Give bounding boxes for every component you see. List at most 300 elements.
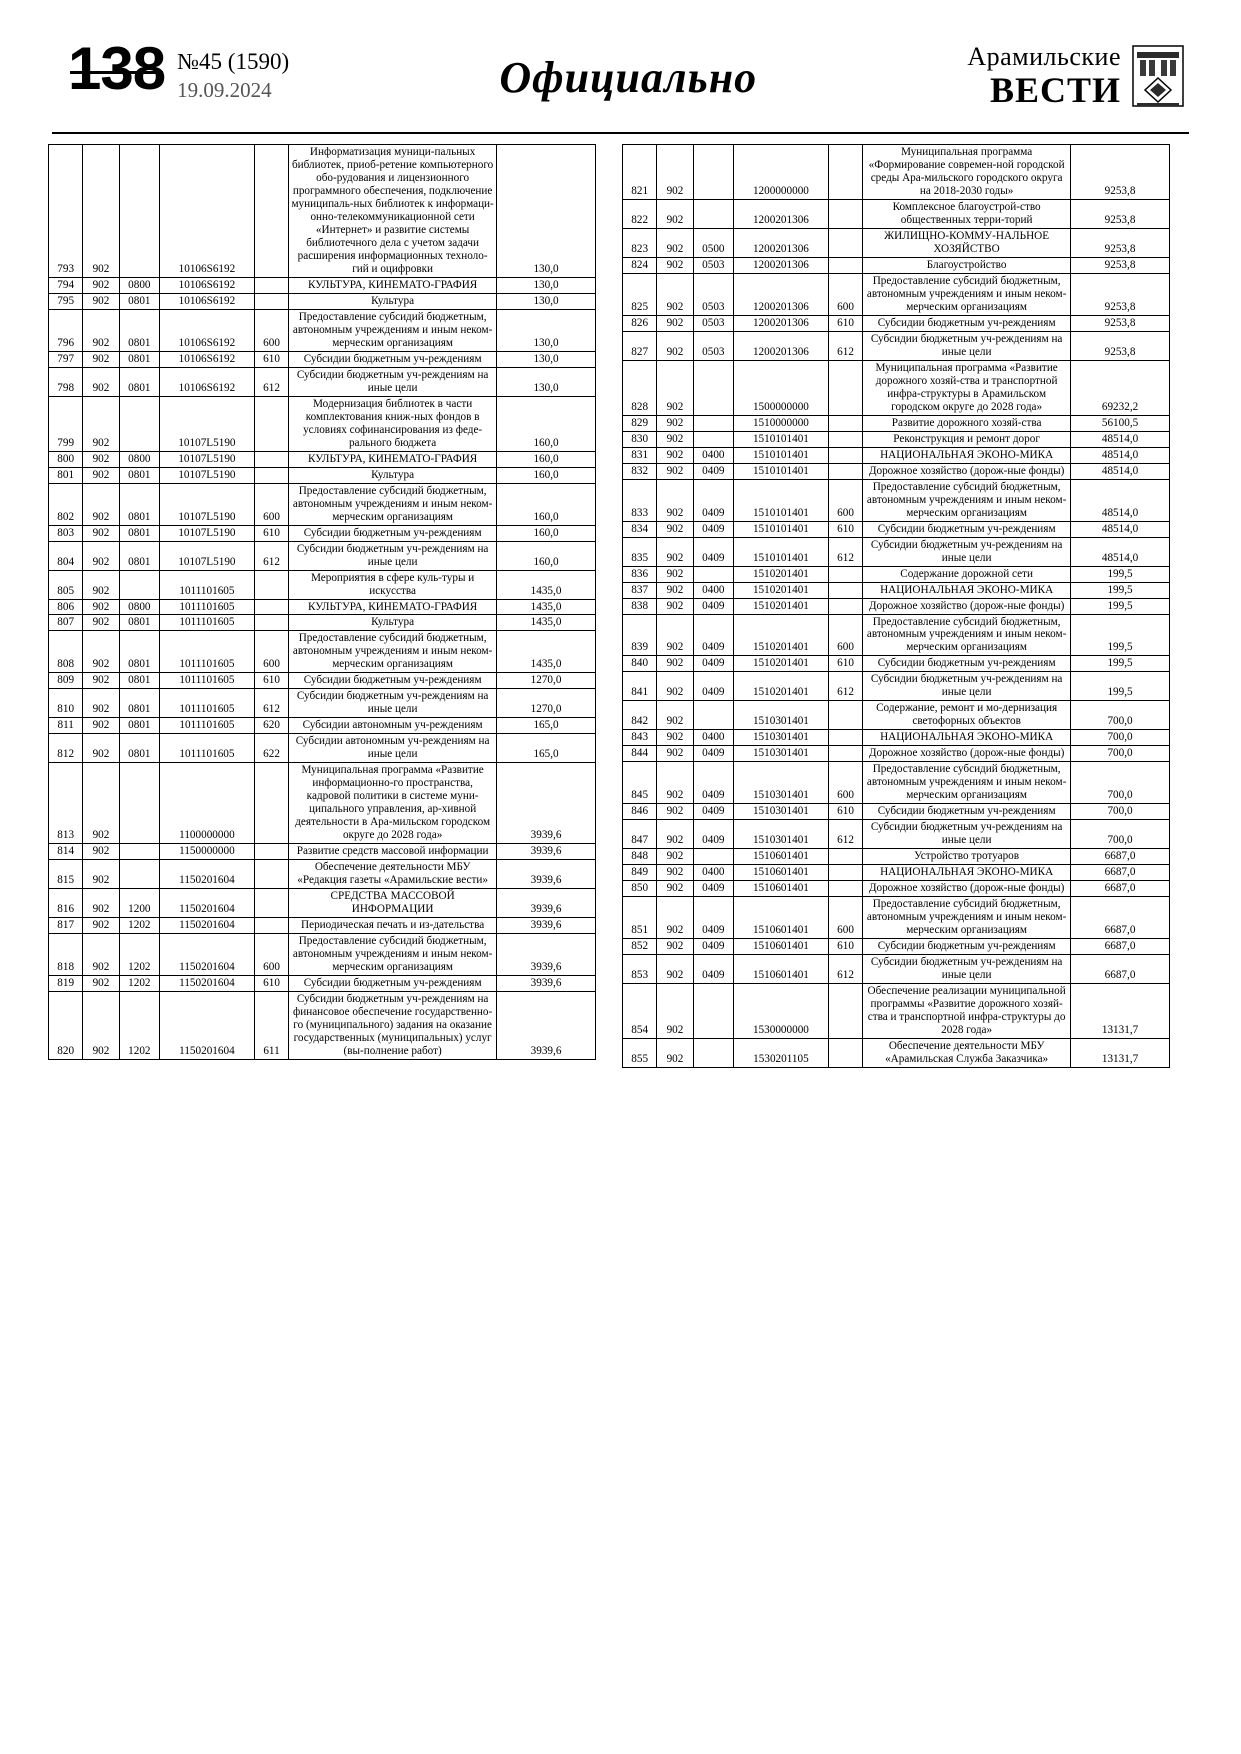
cell-cel: 1510601401 [734, 865, 829, 881]
cell-ved: 902 [657, 415, 693, 431]
cell-sum: 6687,0 [1071, 865, 1170, 881]
cell-vid [828, 598, 862, 614]
table-row [623, 939, 1170, 955]
cell-ved: 902 [657, 849, 693, 865]
cell-raz [119, 763, 159, 844]
cell-raz [693, 566, 733, 582]
cell-sum: 160,0 [497, 396, 596, 451]
cell-no: 808 [49, 631, 83, 673]
cell-sum: 199,5 [1071, 598, 1170, 614]
cell-raz: 0409 [693, 537, 733, 566]
cell-ved: 902 [657, 865, 693, 881]
table-row [623, 273, 1170, 315]
table-row [623, 228, 1170, 257]
cell-sum: 130,0 [497, 351, 596, 367]
table-row [623, 804, 1170, 820]
cell-vid: 600 [254, 934, 288, 976]
cell-vid: 610 [828, 804, 862, 820]
cell-cel: 1510101401 [734, 479, 829, 521]
cell-ved: 902 [657, 984, 693, 1039]
table-row [49, 673, 596, 689]
cell-name: Дорожное хозяйство (дорож-ные фонды) [863, 598, 1071, 614]
cell-no: 849 [623, 865, 657, 881]
cell-no: 813 [49, 763, 83, 844]
cell-ved: 902 [83, 673, 119, 689]
table-row [623, 598, 1170, 614]
cell-no: 831 [623, 447, 657, 463]
masthead-brand [967, 40, 1185, 108]
cell-raz: 1202 [119, 976, 159, 992]
cell-cel: 1011101605 [160, 673, 255, 689]
cell-raz: 0409 [693, 463, 733, 479]
cell-ved: 902 [657, 701, 693, 730]
cell-vid: 610 [254, 673, 288, 689]
cell-ved: 902 [83, 631, 119, 673]
cell-raz: 0800 [119, 277, 159, 293]
cell-no: 798 [49, 367, 83, 396]
table-row [49, 615, 596, 631]
cell-raz: 0503 [693, 273, 733, 315]
cell-cel: 1510301401 [734, 820, 829, 849]
cell-cel: 1530201105 [734, 1039, 829, 1068]
cell-vid: 612 [254, 689, 288, 718]
table-row [49, 631, 596, 673]
cell-name: Развитие дорожного хозяй-ства [863, 415, 1071, 431]
cell-name: Субсидии бюджетным уч-реждениям [863, 521, 1071, 537]
cell-sum: 48514,0 [1071, 463, 1170, 479]
cell-name: Предоставление субсидий бюджетным, автономным учреждениям и иным неком-мерческим организациям [863, 479, 1071, 521]
cell-vid [254, 844, 288, 860]
cell-no: 826 [623, 315, 657, 331]
cell-sum: 130,0 [497, 293, 596, 309]
cell-no: 841 [623, 672, 657, 701]
cell-ved: 902 [83, 689, 119, 718]
cell-no: 793 [49, 145, 83, 278]
cell-cel: 10107L5190 [160, 483, 255, 525]
cell-sum: 3939,6 [497, 889, 596, 918]
table-row [49, 351, 596, 367]
cell-vid [254, 277, 288, 293]
cell-vid [828, 431, 862, 447]
coat-of-arms-icon [1131, 44, 1185, 108]
cell-cel: 10106S6192 [160, 277, 255, 293]
table-row [623, 199, 1170, 228]
cell-sum: 3939,6 [497, 976, 596, 992]
cell-ved: 902 [83, 351, 119, 367]
cell-raz: 0801 [119, 615, 159, 631]
table-row [49, 367, 596, 396]
cell-raz: 0503 [693, 331, 733, 360]
cell-cel: 1011101605 [160, 718, 255, 734]
cell-vid: 610 [828, 656, 862, 672]
cell-cel: 1510201401 [734, 672, 829, 701]
cell-sum: 48514,0 [1071, 537, 1170, 566]
table-row [49, 934, 596, 976]
cell-ved: 902 [657, 331, 693, 360]
cell-raz: 0801 [119, 718, 159, 734]
cell-raz [693, 701, 733, 730]
cell-name: Субсидии бюджетным уч-реждениям на иные цели [863, 537, 1071, 566]
cell-raz [693, 431, 733, 447]
cell-vid [254, 467, 288, 483]
cell-ved: 902 [657, 566, 693, 582]
cell-cel: 10107L5190 [160, 396, 255, 451]
table-row [49, 145, 596, 278]
cell-ved: 902 [657, 881, 693, 897]
cell-raz: 0400 [693, 730, 733, 746]
cell-name: КУЛЬТУРА, КИНЕМАТО-ГРАФИЯ [289, 277, 497, 293]
cell-raz: 0409 [693, 479, 733, 521]
cell-no: 853 [623, 955, 657, 984]
cell-cel: 1150201604 [160, 992, 255, 1060]
cell-vid: 612 [828, 537, 862, 566]
cell-sum: 48514,0 [1071, 479, 1170, 521]
cell-vid: 610 [254, 525, 288, 541]
cell-raz [693, 849, 733, 865]
cell-raz: 0409 [693, 804, 733, 820]
cell-vid [254, 396, 288, 451]
cell-sum: 700,0 [1071, 701, 1170, 730]
cell-ved: 902 [657, 582, 693, 598]
cell-no: 820 [49, 992, 83, 1060]
cell-name: Обеспечение реализации муниципальной программы «Развитие дорожного хозяй-ства и транспортной инфра-структуры до 2028 года» [863, 984, 1071, 1039]
cell-ved: 902 [83, 718, 119, 734]
cell-vid: 610 [828, 315, 862, 331]
cell-ved: 902 [657, 955, 693, 984]
masthead-left [68, 35, 290, 103]
cell-vid [828, 463, 862, 479]
cell-sum: 6687,0 [1071, 897, 1170, 939]
cell-name: Культура [289, 615, 497, 631]
cell-vid: 600 [254, 309, 288, 351]
cell-raz: 1200 [119, 889, 159, 918]
cell-ved: 902 [657, 228, 693, 257]
table-row [623, 820, 1170, 849]
cell-raz: 0801 [119, 673, 159, 689]
table-row [49, 309, 596, 351]
cell-name: НАЦИОНАЛЬНАЯ ЭКОНО-МИКА [863, 865, 1071, 881]
cell-cel: 1150201604 [160, 860, 255, 889]
cell-sum: 3939,6 [497, 860, 596, 889]
table-row [49, 992, 596, 1060]
cell-cel: 1150201604 [160, 918, 255, 934]
cell-ved: 902 [657, 537, 693, 566]
cell-sum: 199,5 [1071, 614, 1170, 656]
cell-name: Дорожное хозяйство (дорож-ные фонды) [863, 463, 1071, 479]
cell-no: 794 [49, 277, 83, 293]
cell-vid [828, 360, 862, 415]
cell-name: Субсидии бюджетным уч-реждениям на иные цели [289, 689, 497, 718]
cell-ved: 902 [657, 360, 693, 415]
cell-ved: 902 [657, 820, 693, 849]
cell-raz: 0801 [119, 483, 159, 525]
cell-name: Предоставление субсидий бюджетным, автономным учреждениям и иным неком-мерческим организациям [863, 273, 1071, 315]
cell-vid [828, 984, 862, 1039]
cell-name: Муниципальная программа «Развитие информационно-го пространства, кадровой политики в системе муни-ципального управления, ар-хивной деятельности в Ара-мильском городском округе до 2028 года» [289, 763, 497, 844]
cell-raz [693, 415, 733, 431]
cell-sum: 700,0 [1071, 730, 1170, 746]
cell-raz: 0400 [693, 582, 733, 598]
cell-raz: 0409 [693, 881, 733, 897]
right-column [622, 144, 1170, 1068]
section-title [289, 40, 967, 103]
table-row [623, 537, 1170, 566]
cell-ved: 902 [657, 521, 693, 537]
cell-no: 828 [623, 360, 657, 415]
cell-ved: 902 [657, 897, 693, 939]
cell-name: Предоставление субсидий бюджетным, автономным учреждениям и иным неком-мерческим организациям [289, 934, 497, 976]
cell-ved: 902 [657, 804, 693, 820]
cell-ved: 902 [83, 467, 119, 483]
cell-name: Периодическая печать и из-дательства [289, 918, 497, 934]
table-row [49, 763, 596, 844]
cell-raz: 1202 [119, 992, 159, 1060]
cell-vid [828, 447, 862, 463]
cell-raz [119, 860, 159, 889]
cell-ved: 902 [657, 257, 693, 273]
cell-cel: 1510601401 [734, 849, 829, 865]
cell-ved: 902 [657, 431, 693, 447]
cell-sum: 3939,6 [497, 844, 596, 860]
cell-ved: 902 [657, 598, 693, 614]
cell-ved: 902 [657, 315, 693, 331]
cell-sum: 13131,7 [1071, 1039, 1170, 1068]
cell-vid: 600 [828, 273, 862, 315]
table-row [623, 431, 1170, 447]
cell-sum: 1435,0 [497, 570, 596, 599]
table-row [49, 889, 596, 918]
cell-vid: 600 [828, 479, 862, 521]
cell-no: 822 [623, 199, 657, 228]
cell-ved: 902 [657, 199, 693, 228]
cell-raz: 0409 [693, 746, 733, 762]
cell-vid: 600 [254, 631, 288, 673]
cell-vid: 622 [254, 734, 288, 763]
cell-no: 824 [623, 257, 657, 273]
cell-vid [828, 415, 862, 431]
cell-no: 852 [623, 939, 657, 955]
table-row [623, 145, 1170, 200]
table-row [623, 656, 1170, 672]
cell-cel: 10106S6192 [160, 145, 255, 278]
cell-sum: 6687,0 [1071, 881, 1170, 897]
cell-sum: 48514,0 [1071, 447, 1170, 463]
cell-ved: 902 [657, 463, 693, 479]
cell-raz: 0801 [119, 689, 159, 718]
cell-raz: 1202 [119, 934, 159, 976]
cell-cel: 1510301401 [734, 701, 829, 730]
cell-vid: 610 [254, 976, 288, 992]
cell-ved: 902 [83, 396, 119, 451]
cell-sum: 1435,0 [497, 615, 596, 631]
cell-name: Дорожное хозяйство (дорож-ные фонды) [863, 746, 1071, 762]
cell-name: Мероприятия в сфере куль-туры и искусства [289, 570, 497, 599]
brand-text [967, 44, 1121, 108]
cell-raz: 0800 [119, 599, 159, 615]
table-row [623, 257, 1170, 273]
cell-name: Предоставление субсидий бюджетным, автономным учреждениям и иным неком-мерческим организациям [863, 897, 1071, 939]
cell-name: Муниципальная программа «Развитие дорожного хозяй-ства и транспортной инфра-структуры в Арамильском городском округе до 2028 года» [863, 360, 1071, 415]
cell-sum: 48514,0 [1071, 521, 1170, 537]
cell-raz: 0409 [693, 656, 733, 672]
cell-raz [119, 145, 159, 278]
cell-name: Субсидии бюджетным уч-реждениям [863, 656, 1071, 672]
cell-raz: 0801 [119, 734, 159, 763]
cell-name: Субсидии бюджетным уч-реждениям [289, 673, 497, 689]
table-row [623, 672, 1170, 701]
cell-raz: 0503 [693, 315, 733, 331]
cell-vid [254, 145, 288, 278]
cell-sum: 165,0 [497, 734, 596, 763]
cell-ved: 902 [657, 479, 693, 521]
table-row [623, 331, 1170, 360]
cell-vid: 612 [254, 541, 288, 570]
cell-raz [119, 396, 159, 451]
cell-raz [119, 844, 159, 860]
table-row [49, 844, 596, 860]
cell-sum: 3939,6 [497, 992, 596, 1060]
cell-sum: 1270,0 [497, 689, 596, 718]
table-row [49, 293, 596, 309]
cell-vid [254, 918, 288, 934]
cell-cel: 1200000000 [734, 145, 829, 200]
cell-cel: 1510601401 [734, 955, 829, 984]
cell-no: 840 [623, 656, 657, 672]
cell-ved: 902 [657, 746, 693, 762]
cell-sum: 160,0 [497, 451, 596, 467]
cell-name: Содержание, ремонт и мо-дернизация светофорных объектов [863, 701, 1071, 730]
table-row [49, 541, 596, 570]
table-row [623, 955, 1170, 984]
cell-sum: 3939,6 [497, 918, 596, 934]
cell-sum: 199,5 [1071, 672, 1170, 701]
cell-sum: 48514,0 [1071, 431, 1170, 447]
cell-sum: 199,5 [1071, 566, 1170, 582]
table-row [49, 483, 596, 525]
cell-cel: 1011101605 [160, 570, 255, 599]
table-row [49, 396, 596, 451]
cell-raz: 0801 [119, 309, 159, 351]
header-divider [52, 132, 1189, 134]
cell-cel: 1011101605 [160, 599, 255, 615]
cell-vid [828, 566, 862, 582]
table-row [623, 315, 1170, 331]
cell-no: 850 [623, 881, 657, 897]
cell-no: 830 [623, 431, 657, 447]
cell-cel: 1150201604 [160, 889, 255, 918]
cell-no: 843 [623, 730, 657, 746]
cell-cel: 1510301401 [734, 762, 829, 804]
table-row [623, 865, 1170, 881]
cell-raz: 0400 [693, 447, 733, 463]
cell-sum: 6687,0 [1071, 939, 1170, 955]
cell-cel: 1510201401 [734, 656, 829, 672]
cell-no: 795 [49, 293, 83, 309]
cell-ved: 902 [83, 145, 119, 278]
cell-name: КУЛЬТУРА, КИНЕМАТО-ГРАФИЯ [289, 451, 497, 467]
cell-ved: 902 [83, 889, 119, 918]
cell-cel: 1510601401 [734, 939, 829, 955]
cell-vid [254, 615, 288, 631]
cell-vid: 612 [828, 955, 862, 984]
cell-raz: 0409 [693, 521, 733, 537]
cell-sum: 160,0 [497, 467, 596, 483]
cell-sum: 130,0 [497, 309, 596, 351]
cell-vid [828, 746, 862, 762]
cell-sum: 700,0 [1071, 820, 1170, 849]
cell-sum: 9253,8 [1071, 257, 1170, 273]
table-row [49, 718, 596, 734]
cell-sum: 1435,0 [497, 599, 596, 615]
cell-cel: 1530000000 [734, 984, 829, 1039]
table-row [49, 734, 596, 763]
cell-vid: 612 [828, 331, 862, 360]
cell-vid [828, 145, 862, 200]
cell-no: 818 [49, 934, 83, 976]
cell-no: 834 [623, 521, 657, 537]
masthead [48, 35, 1193, 126]
cell-no: 819 [49, 976, 83, 992]
table-row [623, 614, 1170, 656]
cell-cel: 1200201306 [734, 199, 829, 228]
cell-name: НАЦИОНАЛЬНАЯ ЭКОНО-МИКА [863, 582, 1071, 598]
cell-name: Модернизация библиотек в части комплектования книж-ных фондов в условиях софинансирования из феде-рального бюджета [289, 396, 497, 451]
cell-vid [254, 860, 288, 889]
table-row [623, 984, 1170, 1039]
cell-no: 812 [49, 734, 83, 763]
cell-vid: 600 [828, 762, 862, 804]
cell-cel: 1011101605 [160, 734, 255, 763]
cell-name: Реконструкция и ремонт дорог [863, 431, 1071, 447]
cell-sum: 160,0 [497, 525, 596, 541]
cell-no: 803 [49, 525, 83, 541]
cell-sum: 160,0 [497, 483, 596, 525]
cell-vid [254, 763, 288, 844]
cell-sum: 199,5 [1071, 656, 1170, 672]
cell-sum: 1435,0 [497, 631, 596, 673]
cell-cel: 10107L5190 [160, 467, 255, 483]
cell-no: 846 [623, 804, 657, 820]
cell-cel: 1200201306 [734, 315, 829, 331]
cell-vid [254, 293, 288, 309]
cell-raz: 0801 [119, 367, 159, 396]
cell-cel: 1510201401 [734, 566, 829, 582]
cell-raz [693, 1039, 733, 1068]
table-row [623, 521, 1170, 537]
cell-cel: 10106S6192 [160, 351, 255, 367]
cell-name: Субсидии бюджетным уч-реждениям на иные цели [863, 955, 1071, 984]
cell-ved: 902 [657, 656, 693, 672]
cell-vid [828, 865, 862, 881]
cell-sum: 700,0 [1071, 804, 1170, 820]
cell-raz: 0409 [693, 897, 733, 939]
cell-vid [254, 889, 288, 918]
cell-vid [828, 730, 862, 746]
cell-ved: 902 [83, 367, 119, 396]
cell-vid: 612 [828, 820, 862, 849]
cell-sum: 69232,2 [1071, 360, 1170, 415]
cell-no: 832 [623, 463, 657, 479]
cell-sum: 3939,6 [497, 934, 596, 976]
cell-name: НАЦИОНАЛЬНАЯ ЭКОНО-МИКА [863, 447, 1071, 463]
cell-sum: 9253,8 [1071, 331, 1170, 360]
cell-sum: 6687,0 [1071, 955, 1170, 984]
cell-raz [693, 145, 733, 200]
cell-ved: 902 [83, 451, 119, 467]
cell-ved: 902 [657, 672, 693, 701]
cell-no: 837 [623, 582, 657, 598]
cell-no: 838 [623, 598, 657, 614]
